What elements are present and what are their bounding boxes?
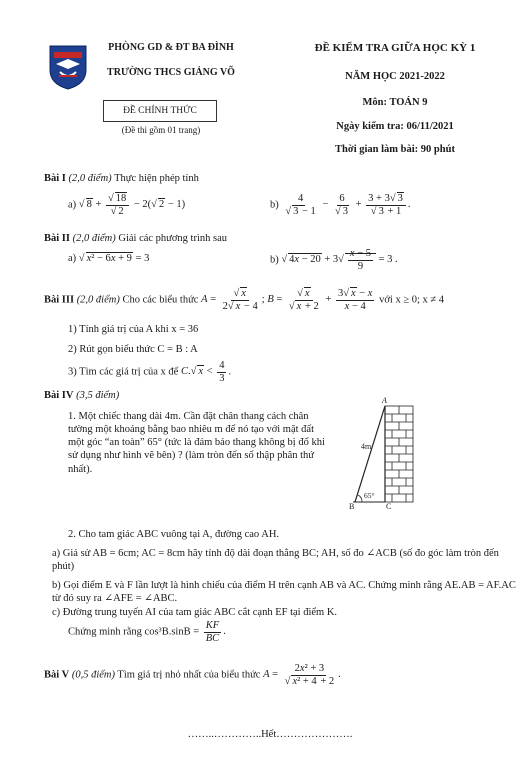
bai2-a: a) √ x² − 6x + 9 = 3 <box>68 253 150 264</box>
figure-label-c: C <box>386 502 392 511</box>
bai4-p2: 2. Cho tam giác ABC vuông tại A, đường cao AH. <box>68 529 280 540</box>
bai2-b: b) √ 4x − 20 + 3√ $\frac{x - 5}{9}$ = 3 . <box>270 248 398 272</box>
subject: Môn: TOÁN 9 <box>362 97 428 108</box>
school-year: NĂM HỌC 2021-2022 <box>345 71 445 82</box>
bai2-heading: Bài II (2,0 điểm) Giải các phương trình sau <box>44 233 228 244</box>
bai4-heading: Bài IV (3,5 điểm) <box>44 390 120 401</box>
figure-label-length: 4m <box>361 442 372 451</box>
ladder-wall-figure <box>345 396 415 514</box>
figure-label-a: A <box>382 396 387 405</box>
bai1-heading: Bài I (2,0 điểm) Thực hiện phép tính <box>44 173 199 184</box>
exam-title: ĐỀ KIỂM TRA GIỮA HỌC KỲ 1 <box>314 42 476 54</box>
bai3-q2: 2) Rút gọn biểu thức C = B : A <box>68 344 198 355</box>
bai3-q3: 3) Tìm các giá trị của x để C.√ x < $\frac{4}{3}$ . <box>68 360 232 384</box>
bai1-b: b) $\frac{4}{√ 3 - 1}$ − $\frac{6}{√ 3}$ + $\frac{3 + 3√ 3}{√ 3 + 1}$ . <box>270 193 411 217</box>
bai4-p2b: b) Gọi điểm E và F lần lượt là hình chiếu của điểm H trên cạnh AB và AC. Chứng minh rằng AE.AB = AF.AC từ đó suy ra ∠AFE = ∠ABC. <box>52 580 516 605</box>
bai4-p2c: c) Đường trung tuyến AI của tam giác ABC cắt cạnh EF tại điểm K. <box>52 607 338 618</box>
bai5-heading: Bài V (0,5 điểm) Tìm giá trị nhỏ nhất của biểu thức A = $\frac{\text{2x² + 3}}{\text{√ x² + 4 + 2}}$ . <box>44 663 341 687</box>
figure-label-b: B <box>349 502 355 511</box>
bai4-p2a: a) Giả sử AB = 6cm; AC = 8cm hãy tính độ dài đoạn thẳng BC; AH, số đo ∠ACB (số đo góc làm tròn đến phút) <box>52 548 499 573</box>
official-badge: ĐỀ CHÍNH THỨC <box>103 100 217 122</box>
school-name: TRƯỜNG THCS GIẢNG VÕ <box>107 67 235 78</box>
pages-note: (Đề thi gồm 01 trang) <box>121 125 201 135</box>
department-name: PHÒNG GD & ĐT BA ĐÌNH <box>108 42 234 53</box>
exam-duration: Thời gian làm bài: 90 phút <box>335 144 455 155</box>
bai4-p2c-prove: Chứng minh rằng cos³B.sinB = $\frac{KF}{BC}$ . <box>68 620 226 644</box>
end-marker: ……..…………..Hết…………………. <box>187 729 353 740</box>
school-logo <box>46 42 90 90</box>
bai3-heading: Bài III (2,0 điểm) Cho các biểu thức A = $\frac{√ x}{2√ x - 4}$ ; B = $\frac{√ x}{√ x + 2}$ + $\frac{3√ x - x}{x - 4}$ với x ≥ 0; x ≠ 4 <box>44 288 445 312</box>
exam-date: Ngày kiểm tra: 06/11/2021 <box>336 121 454 132</box>
bai3-q1: 1) Tính giá trị của A khi x = 36 <box>68 324 199 335</box>
figure-label-angle: 65° <box>364 491 375 500</box>
bai4-p1: 1. Một chiếc thang dài 4m. Cần đặt chân thang cách chân tường một khoảng bằng bao nhiêu m để nó tạo với mặt đất một góc “an toàn” 65° (tức là đảm bảo thang không bị đổ khi sử dụng như hình vẽ bên) ? (làm tròn đến số thập phân thứ nhất). <box>68 411 325 475</box>
bai1-a: a) √ 8 + $\frac{√ 18}{√ 2}$ − 2(√ 2 − 1) <box>68 193 186 217</box>
